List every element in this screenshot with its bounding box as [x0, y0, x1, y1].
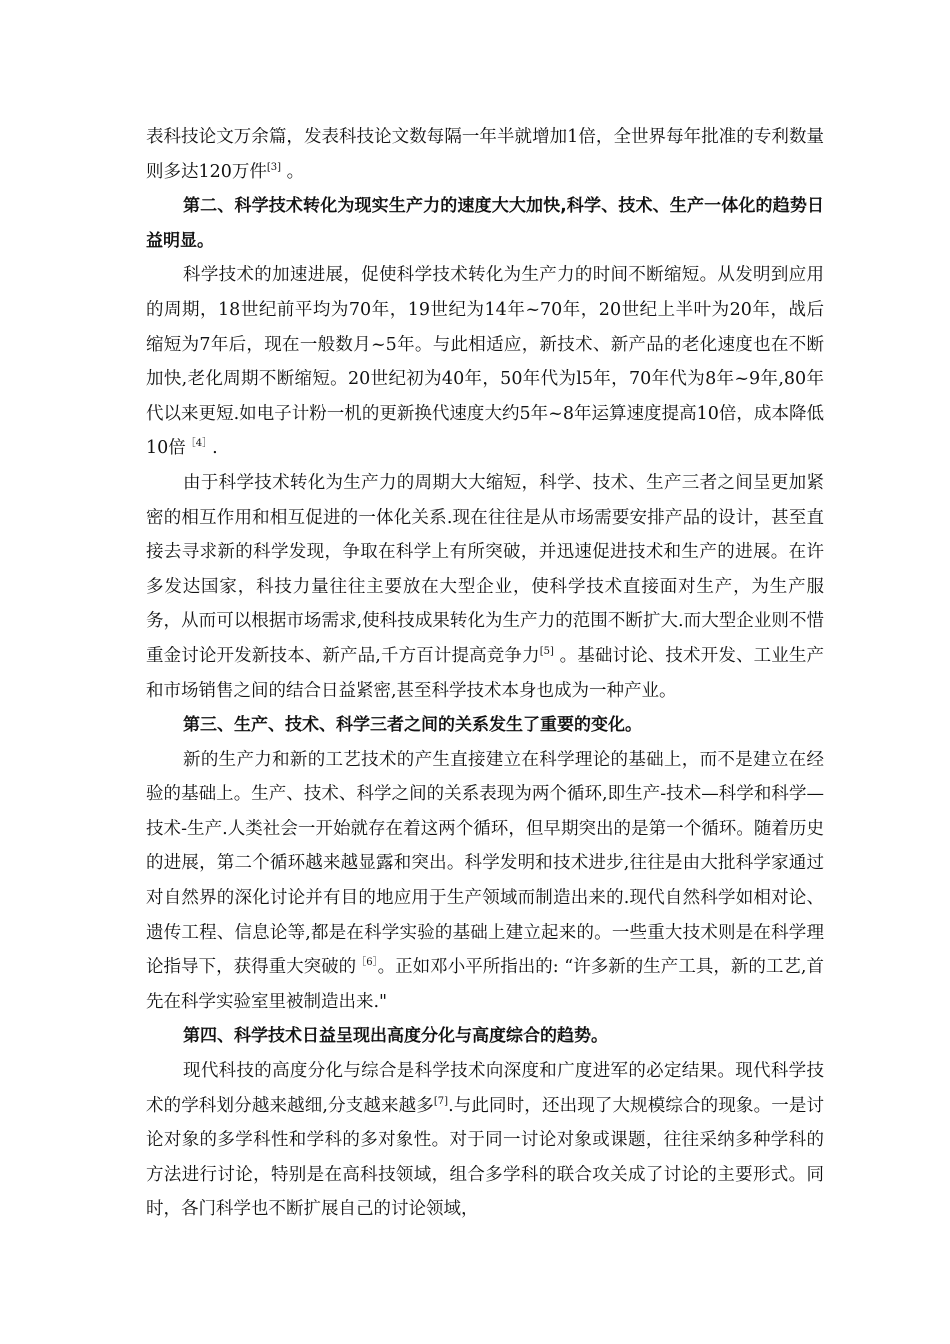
- document-body: [146, 120, 824, 1227]
- paragraph-5: [146, 1054, 824, 1227]
- paragraph-4-tail: 。正如邓小平所指出的: “许多新的生产工具，新的工艺,首先在科学实验室里被制造出来.": [146, 957, 825, 1012]
- section-heading-2: 第二、科学技术转化为现实生产力的速度大大加快,科学、技术、生产一体化的趋势日益明显。: [146, 196, 824, 251]
- paragraph-5-text: 现代科技的高度分化与综合是科学技术向深度和广度进军的必定结果。现代科学技术的学科划分越来越细,分支越来越多: [146, 1061, 824, 1116]
- citation-3: [3]: [266, 161, 282, 173]
- paragraph-1-tail: 。: [281, 161, 305, 182]
- paragraph-3-tail: 。基础讨论、技术开发、工业生产和市场销售之间的结合日益紧密,甚至科学技术本身也成为一种产业。: [146, 645, 825, 701]
- section-heading-4: 第四、科学技术日益呈现出高度分化与高度综合的趋势。: [183, 1026, 608, 1047]
- paragraph-1: [146, 120, 824, 189]
- citation-5: [5]: [539, 645, 554, 657]
- paragraph-1-text: 表科技论文万余篇，发表科技论文数每隔一年半就增加1倍，全世界每年批准的专利数量则多达120万件: [146, 127, 824, 182]
- section-heading-3: 第三、生产、技术、科学三者之间的关系发生了重要的变化。: [183, 715, 642, 736]
- paragraph-3: [146, 466, 824, 708]
- paragraph-2-tail: .: [212, 438, 218, 459]
- citation-4: ［4］: [185, 438, 213, 450]
- paragraph-4: [146, 743, 824, 1020]
- citation-6: ［6］: [356, 957, 378, 969]
- paragraph-5-tail: .与此同时，还出现了大规模综合的现象。一是讨论对象的多学科性和学科的多对象性。对于同一讨论对象或课题，往往采纳多种学科的方法进行讨论，特别是在高科技领域，组合多学科的联合攻关成了讨论的主要形式。同时，各门科学也不断扩展自己的讨论领域，: [146, 1095, 824, 1220]
- paragraph-2-text: 科学技术的加速进展，促使科学技术转化为生产力的时间不断缩短。从发明到应用的周期，18世纪前平均为70年，19世纪为14年~70年，20世纪上半叶为20年，战后缩短为7年后，现在一般数月~5年。与此相适应，新技术、新产品的老化速度也在不断加快,老化周期不断缩短。20世纪初为40年，50年代为l5年，70年代为8年~9年,80年代以来更短.如电子计粉一机的更新换代速度大约5年~8年运算速度提高10倍，成本降低10倍: [146, 265, 824, 459]
- paragraph-4-text: 新的生产力和新的工艺技术的产生直接建立在科学理论的基础上，而不是建立在经验的基础上。生产、技术、科学之间的关系表现为两个循环,即生产-技术—科学和科学—技术-生产.人类社会一开始就存在着这两个循环，但早期突出的是第一个循环。随着历史的进展，第二个循环越来越显露和突出。科学发明和技术进步,往往是由大批科学家通过对自然界的深化讨论并有目的地应用于生产领域而制造出来的.现代自然科学如相对论、遗传工程、信息论等,都是在科学实验的基础上建立起来的。一些重大技术则是在科学理论指导下，获得重大突破的: [146, 749, 824, 978]
- paragraph-2: [146, 258, 824, 466]
- paragraph-3-text: 由于科学技术转化为生产力的周期大大缩短，科学、技术、生产三者之间呈更加紧密的相互作用和相互促进的一体化关系.现在往往是从市场需要安排产品的设计，甚至直接去寻求新的科学发现，争取在科学上有所突破，并迅速促进技术和生产的进展。在许多发达国家，科技力量往往主要放在大型企业，使科学技术直接面对生产，为生产服务，从而可以根据市场需求,使科技成果转化为生产力的范围不断扩大.而大型企业则不惜重金讨论开发新技本、新产品,千方百计提高竞争力: [146, 472, 824, 666]
- citation-7: [7]: [433, 1095, 449, 1107]
